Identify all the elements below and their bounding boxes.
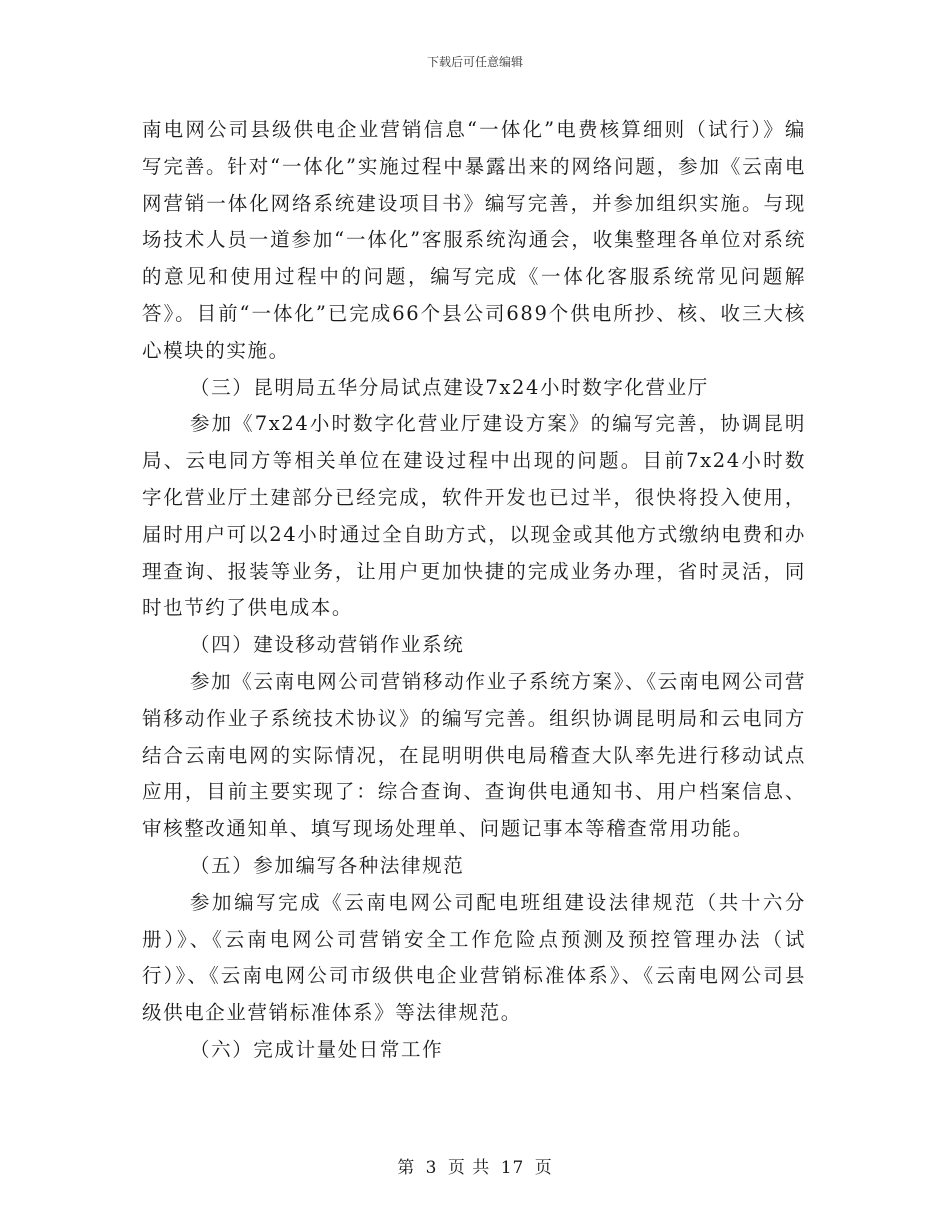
document-body	[142, 112, 806, 1069]
footer-suffix: 页	[534, 1158, 553, 1178]
footer-total-pages: 17	[500, 1158, 525, 1178]
section-heading-4: （四）建设移动营销作业系统	[190, 633, 465, 657]
page-footer	[0, 1153, 950, 1178]
page-header-note: 下载后可任意编辑	[426, 55, 523, 69]
section-heading-3: （三）昆明局五华分局试点建设7x24小时数字化营业厅	[190, 375, 709, 399]
section-heading-6: （六）完成计量处日常工作	[190, 1037, 444, 1061]
footer-mid: 页 共	[447, 1158, 491, 1178]
paragraph-section-3: 参加《7x24小时数字化营业厅建设方案》的编写完善，协调昆明局、云电同方等相关单位在建设过程中出现的问题。目前7x24小时数字化营业厅土建部分已经完成，软件开发也已过半，很快将投入使用，届时用户可以24小时通过全自助方式，以现金或其他方式缴纳电费和办理查询、报装等业务，让用户更加快捷的完成业务办理，省时灵活，同时也节约了供电成本。	[142, 412, 806, 620]
footer-prefix: 第	[397, 1158, 416, 1178]
footer-page-number: 3	[425, 1158, 438, 1178]
paragraph-section-5: 参加编写完成《云南电网公司配电班组建设法律规范（共十六分册）》、《云南电网公司营销安全工作危险点预测及预控管理办法（试行）》、《云南电网公司市级供电企业营销标准体系》、《云南电网公司县级供电企业营销标准体系》等法律规范。	[142, 890, 806, 1025]
paragraph-section-4: 参加《云南电网公司营销移动作业子系统方案》、《云南电网公司营销移动作业子系统技术协议》的编写完善。组织协调昆明局和云电同方结合云南电网的实际情况，在昆明明供电局稽查大队率先进行移动试点应用，目前主要实现了：综合查询、查询供电通知书、用户档案信息、审核整改通知单、填写现场处理单、问题记事本等稽查常用功能。	[142, 669, 806, 841]
section-heading-5: （五）参加编写各种法律规范	[190, 853, 465, 877]
paragraph-continued: 南电网公司县级供电企业营销信息“一体化”电费核算细则（试行）》编写完善。针对“一体化”实施过程中暴露出来的网络问题，参加《云南电网营销一体化网络系统建设项目书》编写完善，并参加组织实施。与现场技术人员一道参加“一体化”客服系统沟通会，收集整理各单位对系统的意见和使用过程中的问题，编写完成《一体化客服系统常见问题解答》。目前“一体化”已完成66个县公司689个供电所抄、核、收三大核心模块的实施。	[142, 118, 806, 362]
